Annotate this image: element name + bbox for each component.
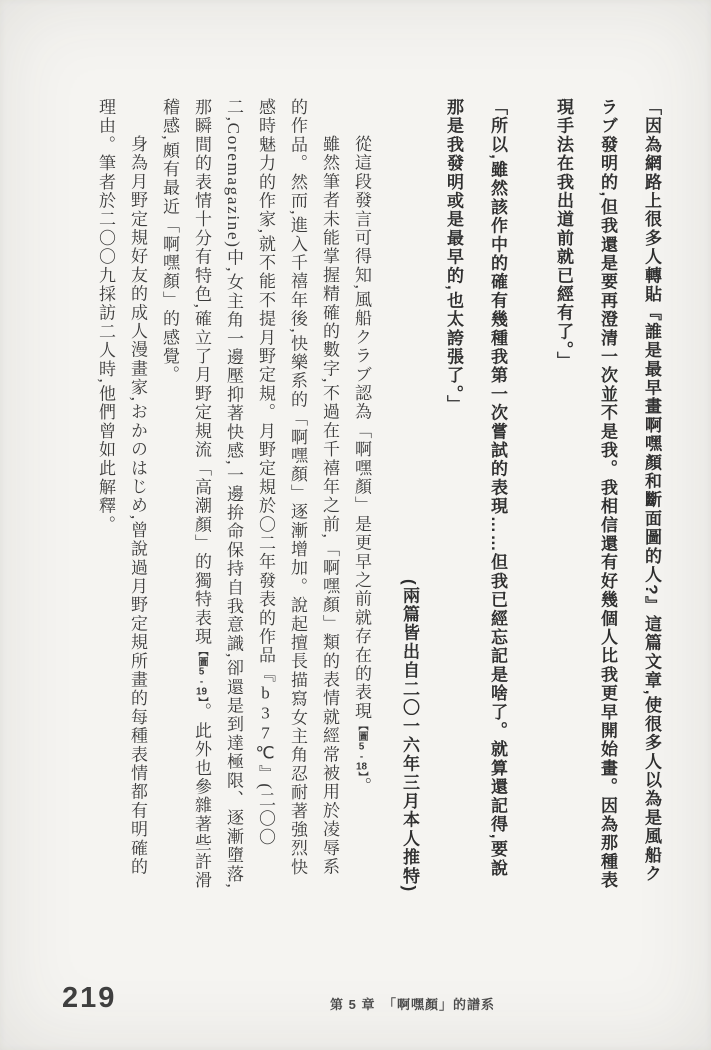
figure-reference: 【圖5-18】 bbox=[356, 720, 367, 778]
body-paragraph: 從這段發言可得知,風船クラブ認為「啊嘿顏」是更早之前就存在的表現【圖5-18】。 bbox=[352, 135, 371, 796]
vertical-text-area bbox=[89, 98, 673, 893]
quote-paragraph-2: 「所以,雖然該作中的確有幾種我第一次嘗試的表現……但我已經忘記是啥了。就算還記得,要說那是我發明或是最早的,也太誇張了。」 bbox=[444, 98, 507, 878]
body-paragraph: 雖然筆者未能掌握精確的數字,不過在千禧年之前,「啊嘿顏」類的表情就經常被用於凌辱系的作品。然而,進入千禧年後,快樂系的「啊嘿顏」逐漸增加。說起擅長描寫女主角忍耐著強烈快感時魅力的作家,就不能不提月野定規。月野定規於〇二年發表的作品『b37℃』(二〇〇二,Coremagazine)中,女主角一邊壓抑著快感,一邊拚命保持自我意識,卻還是到達極限、逐漸墮落,那瞬間的表情十分有特色,確立了月野定規流「高潮顏」的獨特表現【圖5-19】。此外也參雜著些許滑稽感,頗有最近「啊嘿顏」的感覺。 bbox=[160, 98, 339, 890]
quote-attribution: (兩篇皆出自二〇一六年三月本人推特) bbox=[400, 579, 419, 893]
figure-reference-number: 19 bbox=[196, 687, 207, 698]
figure-reference-number: 5 bbox=[198, 667, 205, 678]
figure-reference-number: 5 bbox=[358, 741, 365, 752]
body-paragraphs bbox=[89, 98, 377, 893]
page-number: 219 bbox=[62, 982, 117, 1014]
footer-chapter-title: 第 5 章 「啊嘿顏」的譜系 bbox=[330, 997, 495, 1012]
figure-reference-number: - bbox=[199, 677, 204, 688]
quote-paragraph-1: 「因為網路上很多人轉貼『誰是最早畫啊嘿顏和斷面圖的人?』這篇文章,使很多人以為是風船クラブ發明的,但我還是要再澄清一次並不是我。我相信還有好幾個人比我更早開始畫。因為那種表現手法在我出道前就已經有了。」 bbox=[554, 98, 661, 890]
quote-block bbox=[387, 98, 673, 893]
body-paragraph: 身為月野定規好友的成人漫畫家,おかのはじめ,曾說過月野定規所畫的每種表情都有明確的理由。筆者於二〇〇九採訪二人時,他們曾如此解釋。 bbox=[96, 98, 147, 877]
figure-reference-number: - bbox=[359, 751, 364, 762]
figure-reference-number: 18 bbox=[356, 761, 367, 772]
figure-reference: 【圖5-19】 bbox=[196, 646, 207, 703]
inline-upright-text: b37℃ bbox=[256, 683, 275, 765]
